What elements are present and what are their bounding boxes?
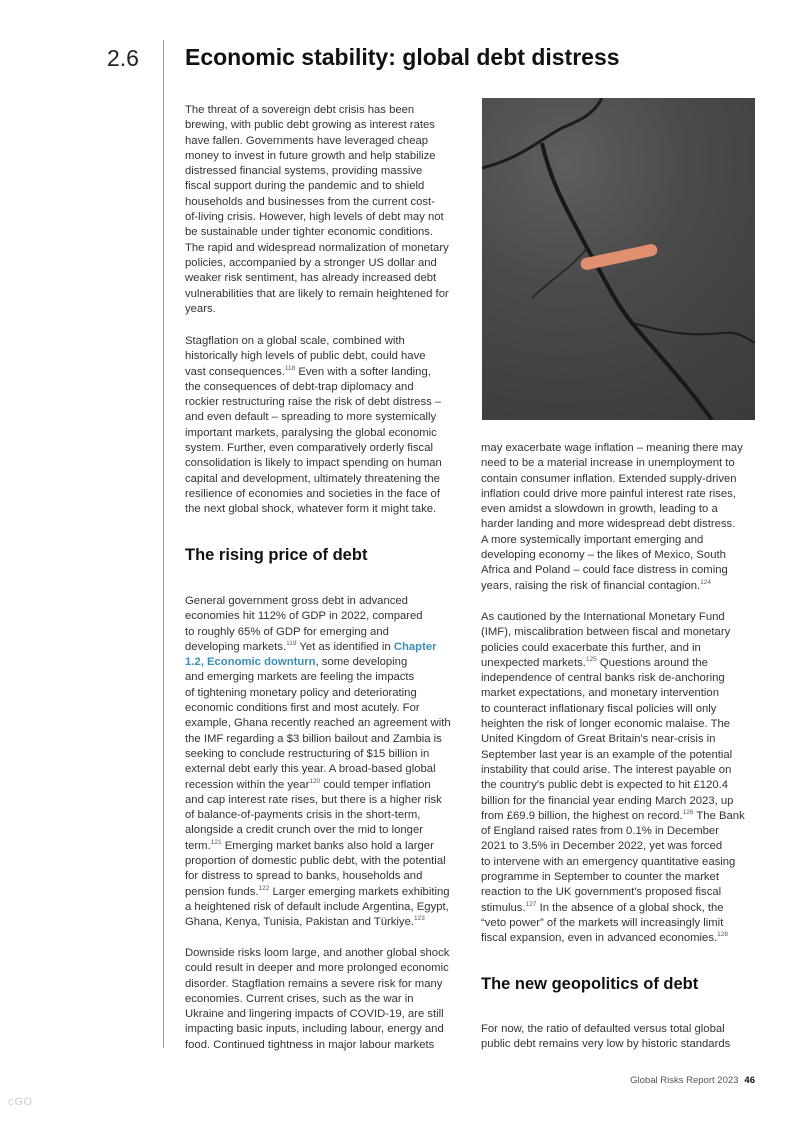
text-line: contain consumer inflation. Extended supply-driven (481, 472, 737, 485)
text-line: economies. Current crises, such as the war in (185, 992, 414, 1005)
text-line: A more systemically important emerging and (481, 533, 704, 546)
text-line: could result in deeper and more prolonged economic (185, 962, 449, 975)
text-line: of tightening monetary policy and deteriorating (185, 686, 417, 699)
text-line: and even default – spreading to more systemically (185, 411, 437, 424)
text-line: even amidst a slowdown in growth, leading to a (481, 503, 718, 516)
text-line: rockier restructuring raise the risk of debt distress – (185, 396, 442, 409)
text-line: external debt early this year. A broad-based global (185, 763, 436, 776)
text-line: United Kingdom of Great Britain's near-crisis in (481, 733, 716, 746)
text-line: brewing, with public debt growing as interest rates (185, 119, 435, 132)
text-line: policies could exacerbate this further, and in (481, 641, 701, 654)
footnote-ref[interactable]: 118 (284, 364, 296, 372)
text-line: seeking to conclude restructuring of $15 billion in (185, 747, 430, 760)
text-line: September last year is an example of the potential (481, 748, 733, 761)
text-line: For now, the ratio of defaulted versus total global (481, 1023, 725, 1035)
text-line: historically high levels of public debt, could have (185, 350, 426, 363)
section-number: 2.6 (107, 45, 139, 71)
text-line: for distress to spread to banks, households and (185, 870, 423, 883)
footnote-ref[interactable]: 120 (309, 777, 321, 785)
text-line: weaker risk sentiment, has already increased debt (185, 272, 437, 285)
text-line: unexpected markets.$^{125}$ Questions around the (481, 655, 708, 669)
text-line: instability that could arise. The interest payable on (481, 763, 732, 776)
text-line: fiscal support during the pandemic and to shield (185, 180, 425, 193)
paragraph-imf (481, 610, 766, 947)
text-line: developing economy – the likes of Mexico, South (481, 549, 726, 562)
text-line: economies hit 112% of GDP in 2022, compared (185, 610, 423, 623)
text-line: independence of central banks risk de-anchoring (481, 672, 725, 685)
paragraph-for-now (481, 1022, 766, 1053)
text-line: fiscal expansion, even in advanced economies.$^{128}$ (481, 931, 728, 945)
paragraph-intro (185, 103, 470, 317)
text-line: economic conditions first and most acutely. For (185, 702, 420, 715)
text-line: to counteract inflationary fiscal policies will only (481, 702, 717, 715)
text-line: from £69.9 billion, the highest on record.$^{126}$ The Bank (481, 808, 745, 822)
text-line: of balance-of-payments crisis in the short-term, (185, 809, 421, 822)
text-line: be sustainable under tighter economic conditions. (185, 226, 434, 239)
text-line: term.$^{121}$ Emerging market banks also hold a larger (185, 838, 434, 852)
text-line: programme in September to counter the market (481, 871, 719, 884)
text-line: 1.2, Economic downturn, some developing (185, 656, 408, 669)
text-line: recession within the year$^{120}$ could temper inflation (185, 777, 431, 791)
text-line: reaction to the UK government's proposed fiscal (481, 886, 722, 899)
text-line: have fallen. Governments have leveraged cheap (185, 134, 429, 147)
text-line: the consequences of debt-trap diplomacy and (185, 380, 414, 393)
text-line: and cap interest rate rises, but there is a higher risk (185, 793, 442, 806)
text-line: the IMF regarding a $3 billion bailout and Zambia is (185, 732, 442, 745)
text-line: households and businesses from the current cost- (185, 195, 435, 208)
footnote-ref[interactable]: 126 (682, 808, 694, 816)
text-line: to roughly 65% of GDP for emerging and (185, 625, 389, 638)
text-line: alongside a credit crunch over the mid to longer (185, 824, 423, 837)
paragraph-stagflation (185, 334, 470, 518)
text-line: Ukraine and lingering impacts of COVID-19, are still (185, 1008, 444, 1021)
text-line: and emerging markets are feeling the impacts (185, 671, 415, 684)
text-line: heighten the risk of longer economic malaise. The (481, 718, 731, 731)
text-line: capital and development, ultimately threatening the (185, 472, 440, 485)
footnote-ref[interactable]: 119 (286, 639, 297, 647)
text-line: years. (185, 302, 216, 315)
text-line: Downside risks loom large, and another global shock (185, 947, 450, 959)
text-line: policies, accompanied by a stronger US dollar and (185, 256, 437, 269)
report-name: Global Risks Report 2023 (630, 1075, 739, 1086)
text-line: important markets, paralysing the global economic (185, 426, 437, 439)
text-line: market expectations, and monetary intervention (481, 687, 719, 700)
watermark: ᶜᴳᴼ (8, 1096, 33, 1113)
text-line: inflation could drive more painful interest rate rises, (481, 487, 736, 500)
text-line: stimulus.$^{127}$ In the absence of a global shock, the (481, 900, 724, 914)
text-line: “veto power” of the markets will increasingly limit (481, 916, 724, 929)
chapter-link[interactable]: Chapter (393, 640, 437, 653)
footnote-ref[interactable]: 127 (525, 900, 537, 908)
paragraph-wage-inflation (481, 441, 766, 594)
text-line: money to invest in future growth and help stabilize (185, 149, 436, 162)
text-line: need to be a material increase in unemployment to (481, 457, 735, 470)
section-divider (163, 40, 164, 1048)
text-line: The rapid and widespread normalization of monetary (185, 241, 449, 254)
text-line: example, Ghana recently reached an agreement with (185, 717, 451, 730)
text-line: public debt remains very low by historic standards (481, 1038, 731, 1051)
text-line: impacting basic inputs, including labour, energy and (185, 1023, 444, 1036)
text-line: pension funds.$^{122}$ Larger emerging markets exhibiting (185, 884, 450, 898)
text-line: distressed financial systems, providing massive (185, 165, 423, 178)
text-line: As cautioned by the International Monetary Fund (481, 611, 725, 623)
text-line: vulnerabilities that are likely to remain heightened for (185, 287, 449, 300)
footnote-ref[interactable]: 123 (414, 915, 425, 923)
footnote-ref[interactable]: 121 (210, 838, 222, 846)
text-line: to intervene with an emergency quantitative easing (481, 855, 736, 868)
text-line: consolidation is likely to impact spending on human (185, 457, 442, 470)
footnote-ref[interactable]: 122 (258, 884, 270, 892)
text-line: food. Continued tightness in major labour markets (185, 1038, 435, 1051)
text-line: resilience of economies and societies in the face of (185, 487, 440, 500)
text-line: billion for the financial year ending March 2023, up (481, 794, 734, 807)
text-line: years, raising the risk of financial contagion.$^{124}$ (481, 578, 712, 592)
text-line: The threat of a sovereign debt crisis has been (185, 104, 415, 116)
heading-geopolitics: The new geopolitics of debt (481, 975, 699, 993)
text-line: may exacerbate wage inflation – meaning there may (481, 442, 743, 454)
text-line: the country's public debt is expected to hit £120.4 (481, 779, 729, 792)
cracked-asphalt-photo (482, 98, 755, 420)
text-line: the next global shock, whatever form it might take. (185, 503, 437, 516)
text-line: of-living crisis. However, high levels of debt may not (185, 211, 444, 224)
page-footer (630, 1075, 755, 1086)
footnote-ref[interactable]: 125 (585, 655, 597, 663)
footnote-ref[interactable]: 124 (700, 578, 712, 586)
text-line: system. Further, even comparatively orderly fiscal (185, 442, 433, 455)
text-line: disorder. Stagflation remains a severe risk for many (185, 977, 443, 990)
footnote-ref[interactable]: 128 (717, 931, 728, 939)
paragraph-gross-debt (185, 594, 470, 931)
page-number: 46 (744, 1075, 755, 1086)
text-line: harder landing and more widespread debt distress. (481, 518, 736, 531)
text-line: (IMF), miscalibration between fiscal and monetary (481, 626, 731, 639)
paragraph-downside (185, 946, 470, 1053)
text-line: Stagflation on a global scale, combined with (185, 335, 405, 347)
text-line: 2021 to 3.5% in December 2022, yet was forced (481, 840, 723, 853)
page-title: Economic stability: global debt distress (185, 44, 620, 70)
text-line: a heightened risk of default include Argentina, Egypt, (185, 900, 449, 913)
text-line: of England raised rates from 0.1% in December (481, 825, 719, 838)
text-line: developing markets.$^{119}$ Yet as identified in Chapter (185, 639, 437, 653)
text-line: proportion of domestic public debt, with the potential (185, 855, 446, 868)
text-line: vast consequences.$^{118}$ Even with a softer landing, (185, 364, 431, 378)
text-line: Ghana, Kenya, Tunisia, Pakistan and Türkiye.$^{123}$ (185, 915, 425, 929)
text-line: Africa and Poland – could face distress in coming (481, 564, 728, 577)
heading-rising-price: The rising price of debt (185, 546, 368, 564)
chapter-link[interactable]: 1.2, Economic downturn (185, 656, 316, 669)
text-line: General government gross debt in advanced (185, 595, 408, 607)
